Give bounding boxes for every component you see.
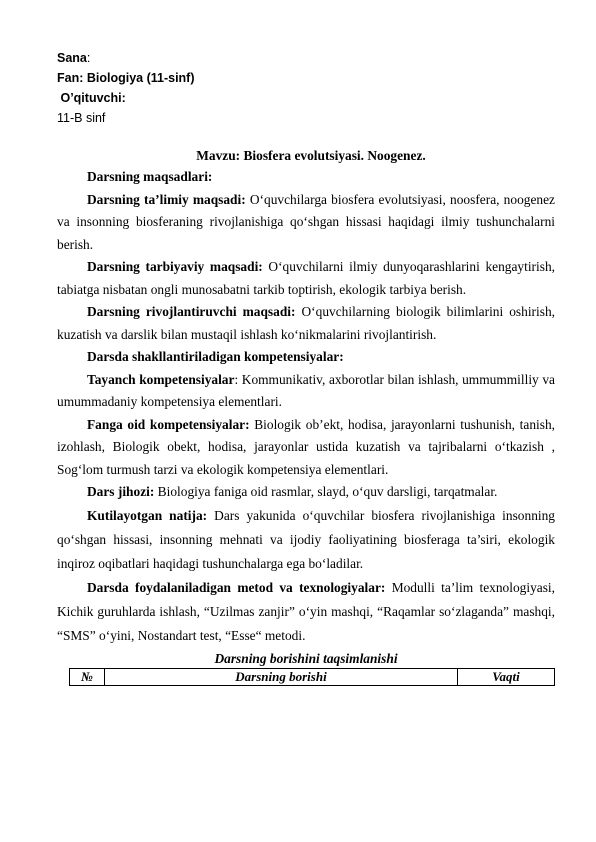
teacher-line: O’qituvchi: (57, 91, 126, 105)
table-header-row (70, 668, 555, 685)
number-header: № (70, 668, 105, 685)
time-header: Vaqti (458, 668, 555, 685)
expected-result: Kutilayotgan natija: Dars yakunida o‘quvchilar biosfera rivojlanishiga insonning qo‘shgan hissasi, insonning mehnati va ijodiy faoliyatining biosferaga ta’siri, ekologik inqiroz oqibatlari haqidagi tushunchalarga ega bo‘ladilar. (57, 507, 555, 571)
goals-heading: Darsning maqsadlari: (87, 169, 213, 184)
date-line (57, 48, 555, 68)
lesson-header (57, 48, 555, 128)
date-colon: : (86, 51, 91, 65)
methods-technologies: Darsda foydalaniladigan metod va texnologiyalar: Modulli ta’lim texnologiyasi, Kichik guruhlarda ishlash, “Uzilmas zanjir” o‘yin mashqi, “Raqamlar so‘zlaganda” mashqi, “SMS” o‘yini, Nostandart test, “Esse“ metodi. (57, 579, 555, 643)
progress-header: Darsning borishi (105, 668, 458, 685)
educational-goal: Darsning ta’limiy maqsadi: O‘quvchilarga biosfera evolutsiyasi, noosfera, noogenez va insonning biosferaning rivojlanishiga qo‘shgan hissasi haqidagi ilmiy tushunchalarni berish. (57, 191, 555, 252)
developmental-goal: Darsning rivojlantiruvchi maqsadi: O‘quvchilarning biologik bilimlarini oshirish, kuzatish va darslik bilan mustaqil ishlash ko‘nikmalarini rivojlantirish. (57, 304, 555, 342)
upbringing-goal: Darsning tarbiyaviy maqsadi: O‘quvchilarni ilmiy dunyoqarashlarini kengaytirish, tabiatga nisbatan ongli munosabatni tarkib toptirish, ekologik tarbiya berish. (57, 259, 555, 297)
lesson-equipment: Dars jihozi: Biologiya faniga oid rasmlar, slayd, o‘quv darsligi, tarqatmalar. (87, 484, 498, 499)
date-label: Sana (57, 51, 87, 65)
subject-line: Fan: Biologiya (11-sinf) (57, 71, 195, 85)
lesson-plan-table (69, 668, 555, 686)
document-page (57, 48, 555, 686)
subject-competencies: Fanga oid kompetensiyalar: Biologik ob’ekt, hodisa, jarayonlarni tushunish, tanish, izohlash, Biologik obekt, hodisa, jarayonlar ustida kuzatish va tajribalarni o‘tkazish , Sog‘lom turmush tarzi va ekologik kompetensiya elementlari. (57, 416, 555, 477)
core-competencies: Tayanch kompetensiyalar: Kommunikativ, axborotlar bilan ishlash, ummummilliy va umummadaniy kompetensiya elementlari. (57, 371, 555, 409)
lesson-topic: Mavzu: Biosfera evolutsiyasi. Noogenez. (196, 148, 426, 163)
competencies-heading: Darsda shakllantiriladigan kompetensiyalar: (87, 349, 344, 364)
table-title: Darsning borishini taqsimlanishi (214, 650, 398, 666)
class-line: 11-B sinf (57, 111, 106, 125)
